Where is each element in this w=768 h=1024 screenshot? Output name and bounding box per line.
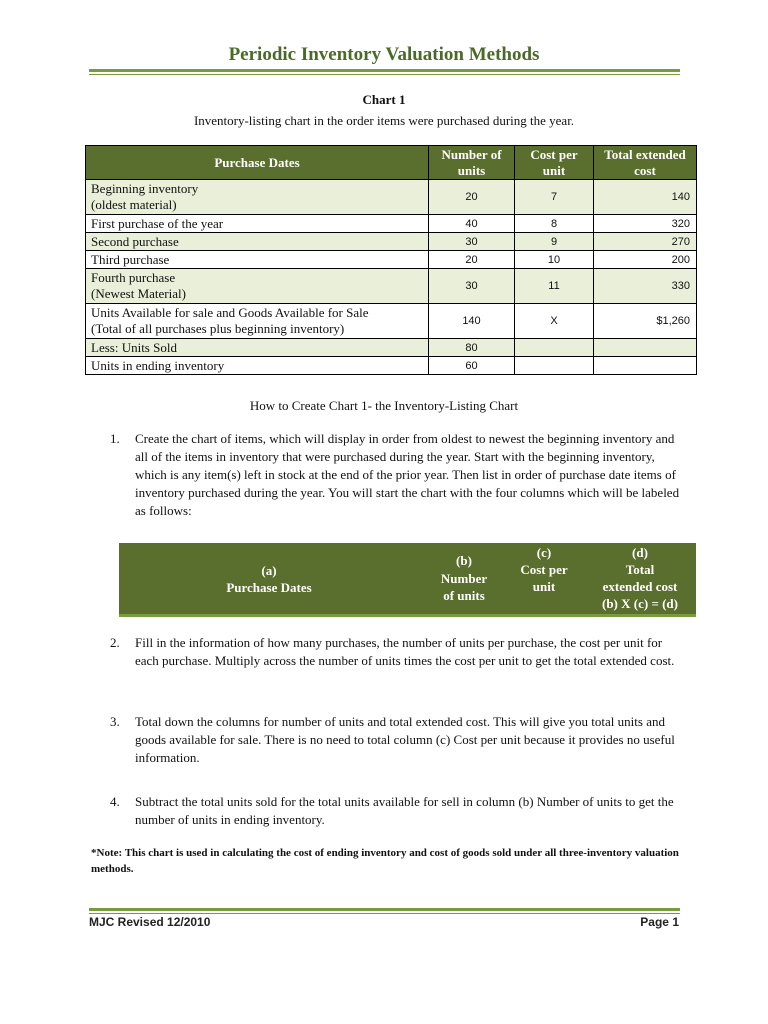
header-purchase-dates: Purchase Dates <box>86 146 429 180</box>
table-row <box>86 357 697 375</box>
row-total: 270 <box>594 233 697 251</box>
row-label: Third purchase <box>86 251 429 269</box>
step-4 <box>110 793 680 829</box>
row-units: 80 <box>429 339 515 357</box>
row-units: 30 <box>429 269 515 304</box>
row-cost: X <box>515 304 594 339</box>
col-d-letter: (d) <box>632 545 648 560</box>
footer-revision: MJC Revised 12/2010 <box>89 915 211 929</box>
row-label: First purchase of the year <box>86 215 429 233</box>
row-label: Units Available for sale and Goods Available for Sale (Total of all purchases plus beginning inventory) <box>86 304 429 339</box>
footer-page-number: Page 1 <box>640 915 679 929</box>
row-units: 20 <box>429 251 515 269</box>
step-text: Total down the columns for number of units and total extended cost. This will give you total units and goods available for sale. There is no need to total column (c) Cost per unit because it provides no useful information. <box>135 714 675 765</box>
table-row <box>86 215 697 233</box>
table-row <box>86 180 697 215</box>
header-cost-per-unit: Cost per unit <box>515 146 594 180</box>
table-row <box>86 304 697 339</box>
col-d-formula: (b) X (c) = (d) <box>601 596 678 611</box>
col-d-label-1: Total <box>625 562 655 577</box>
row-label: Fourth purchase (Newest Material) <box>86 269 429 304</box>
step-number: 3. <box>110 714 120 729</box>
col-b-label-1: Number <box>440 571 488 586</box>
table-row <box>86 251 697 269</box>
row-cost: 8 <box>515 215 594 233</box>
step-text: Subtract the total units sold for the total units available for sell in column (b) Number of units to get the number of units in ending inventory. <box>135 794 674 827</box>
page-title: Periodic Inventory Valuation Methods <box>228 44 540 65</box>
row-total: 140 <box>594 180 697 215</box>
footnote: *Note: This chart is used in calculating the cost of ending inventory and cost of goods sold under all three-inventory valuation methods. <box>91 847 679 875</box>
row-total: 320 <box>594 215 697 233</box>
row-total <box>594 357 697 375</box>
row-total: 200 <box>594 251 697 269</box>
col-c-letter: (c) <box>536 545 552 560</box>
step-number: 2. <box>110 635 120 650</box>
col-b-letter: (b) <box>456 553 472 568</box>
row-label: Less: Units Sold <box>86 339 429 357</box>
header-number-of-units: Number of units <box>429 146 515 180</box>
row-total: 330 <box>594 269 697 304</box>
header-total-extended-cost: Total extended cost <box>594 146 697 180</box>
row-units: 40 <box>429 215 515 233</box>
row-cost: 10 <box>515 251 594 269</box>
row-units: 20 <box>429 180 515 215</box>
col-b-label-2: of units <box>443 588 485 603</box>
title-rule-thin <box>89 74 680 75</box>
row-units: 60 <box>429 357 515 375</box>
row-cost: 7 <box>515 180 594 215</box>
col-a-label: Purchase Dates <box>226 580 312 595</box>
table-row <box>86 339 697 357</box>
row-label: Beginning inventory (oldest material) <box>86 180 429 215</box>
col-c-label-1: Cost per <box>520 562 568 577</box>
table-row <box>86 269 697 304</box>
col-c-label-2: unit <box>532 579 556 594</box>
inventory-table <box>85 145 697 375</box>
step-number: 1. <box>110 431 120 446</box>
chart-title: Chart 1 <box>362 92 406 107</box>
step-3 <box>110 713 680 767</box>
row-cost <box>515 357 594 375</box>
row-cost <box>515 339 594 357</box>
row-total: $1,260 <box>594 304 697 339</box>
chart-subtitle: Inventory-listing chart in the order items were purchased during the year. <box>193 113 575 128</box>
step-text: Fill in the information of how many purchases, the number of units per purchase, the cost per unit for each purchase. Multiply across the number of units times the cost per unit to get the total extended cost. <box>135 635 675 668</box>
row-cost: 11 <box>515 269 594 304</box>
column-header-bar <box>119 543 696 617</box>
how-to-title: How to Create Chart 1- the Inventory-Listing Chart <box>249 398 519 413</box>
title-rule-thick <box>89 69 680 72</box>
col-a-letter: (a) <box>261 563 277 578</box>
step-number: 4. <box>110 794 120 809</box>
step-2 <box>110 634 680 670</box>
row-label: Second purchase <box>86 233 429 251</box>
row-total <box>594 339 697 357</box>
step-1 <box>110 430 680 520</box>
row-label: Units in ending inventory <box>86 357 429 375</box>
row-units: 140 <box>429 304 515 339</box>
table-row <box>86 233 697 251</box>
col-d-label-2: extended cost <box>602 579 678 594</box>
footer-rule-thin <box>89 913 680 914</box>
step-text: Create the chart of items, which will display in order from oldest to newest the beginning inventory and all of the items in inventory that were purchased during the year. Start with the beginning inventory, which is any item(s) left in stock at the end of the prior year. Then list in order of purchase date items of inventory purchased during the year. You will start the chart with the four columns which will be labeled as follows: <box>135 431 680 518</box>
table-header-row <box>86 146 697 180</box>
footer-rule-thick <box>89 908 680 911</box>
row-units: 30 <box>429 233 515 251</box>
row-cost: 9 <box>515 233 594 251</box>
